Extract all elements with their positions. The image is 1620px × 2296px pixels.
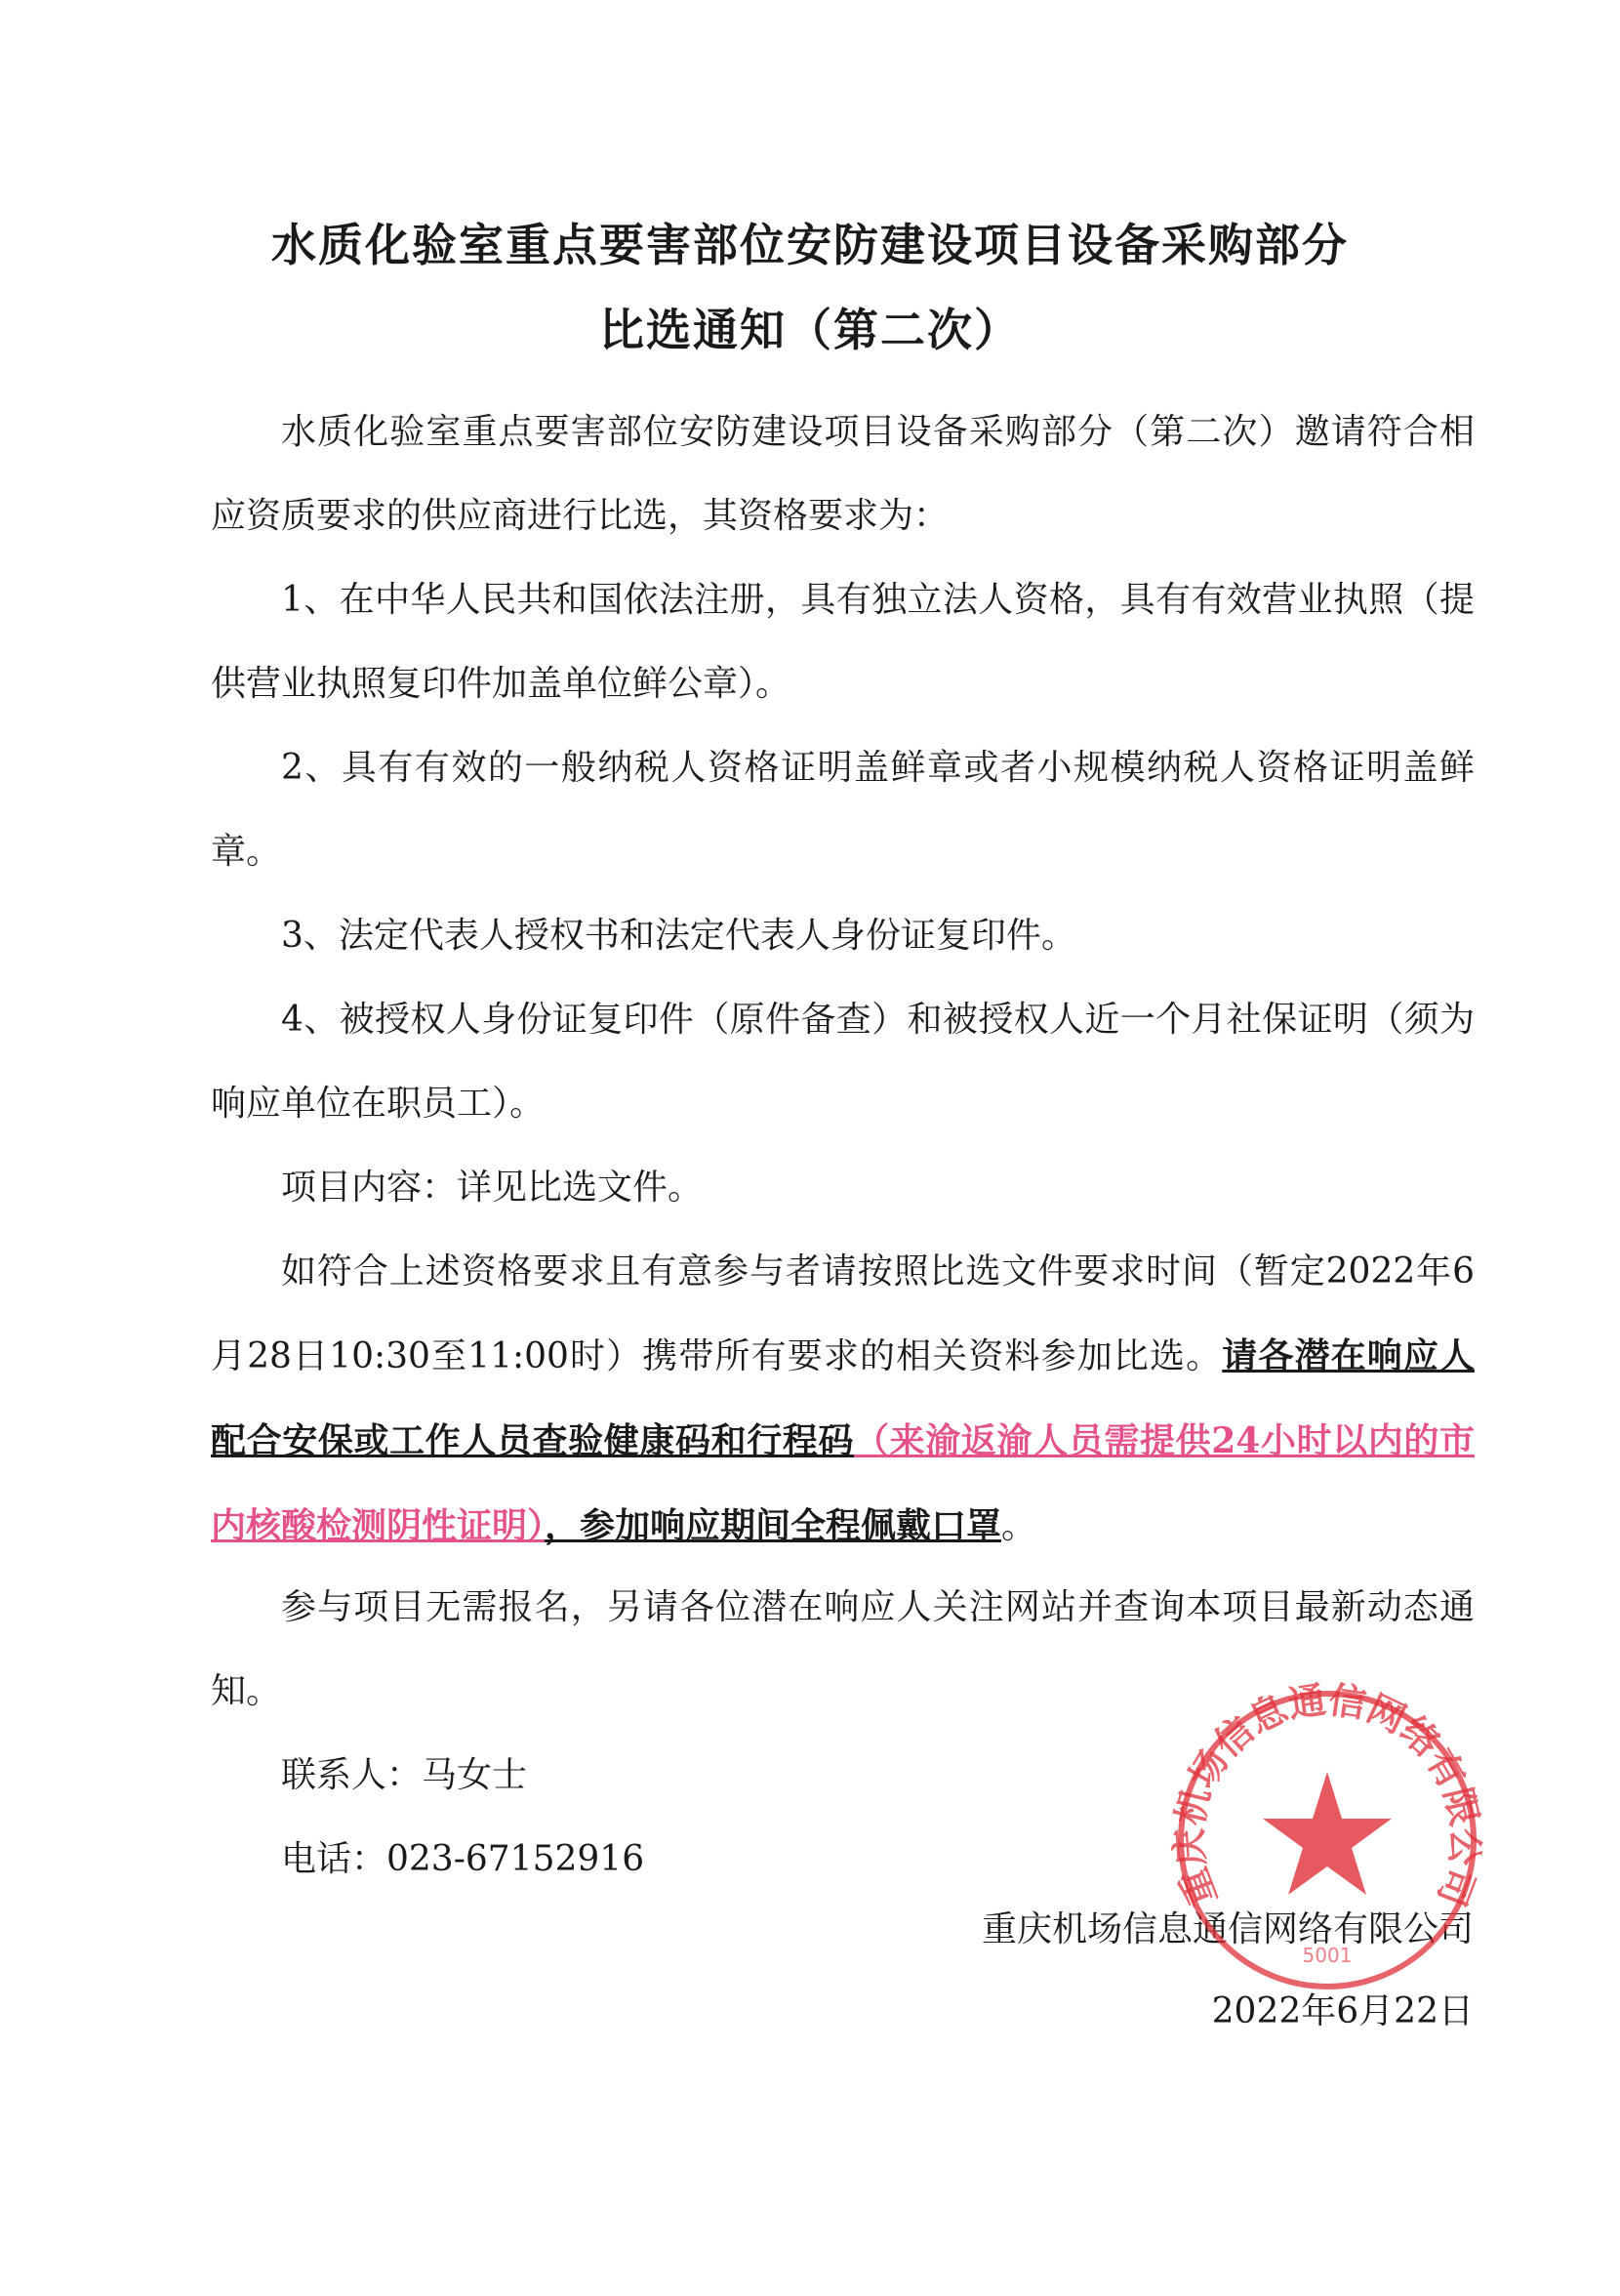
seal-text: 重庆机场信息通信网络有限公司 bbox=[1166, 1679, 1488, 1912]
requirement-4: 4、被授权人身份证复印件（原件备查）和被授权人近一个月社保证明（须为响应单位在职员工）。 bbox=[211, 1000, 1475, 1124]
attendance-normal-text: 如符合上述资格要求且有意参与者请按照比选文件要求时间（暂定2022年6月28日10:30至11:00时）携带所有要求的相关资料参加比选。 bbox=[211, 1251, 1475, 1376]
requirement-1: 1、在中华人民共和国依法注册，具有独立法人资格，具有有效营业执照（提供营业执照复印件加盖单位鲜公章）。 bbox=[211, 580, 1475, 704]
requirement-2: 2、具有有效的一般纳税人资格证明盖鲜章或者小规模纳税人资格证明盖鲜章。 bbox=[211, 748, 1475, 872]
seal-number: 5001 bbox=[1302, 1944, 1353, 1967]
contact-person: 联系人：马女士 bbox=[281, 1755, 528, 1795]
company-seal-icon bbox=[1166, 1679, 1488, 2001]
attendance-mask-notice: ，参加响应期间全程佩戴口罩 bbox=[545, 1505, 1002, 1546]
attendance-nucleic-test-notice: （来渝返渝人员需提供24小时以内的市内核酸检测阴性证明） bbox=[211, 1420, 1475, 1546]
attendance-end: 。 bbox=[1001, 1506, 1037, 1546]
attendance-health-code-notice: 请各潜在响应人配合安保或工作人员查验健康码和行程码 bbox=[211, 1335, 1475, 1461]
attendance-paragraph bbox=[211, 1230, 1475, 1569]
contact-phone: 电话：023-67152916 bbox=[281, 1839, 645, 1879]
intro-paragraph: 水质化验室重点要害部位安防建设项目设备采购部分（第二次）邀请符合相应资质要求的供应商进行比选，其资格要求为： bbox=[211, 412, 1475, 536]
no-registration-paragraph: 参与项目无需报名，另请各位潜在响应人关注网站并查询本项目最新动态通知。 bbox=[211, 1587, 1475, 1711]
signature-date: 2022年6月22日 bbox=[1211, 1991, 1474, 2031]
project-content: 项目内容：详见比选文件。 bbox=[281, 1168, 704, 1208]
document-title-line1: 水质化验室重点要害部位安防建设项目设备采购部分 bbox=[271, 219, 1349, 271]
document-title-line2: 比选通知（第二次） bbox=[599, 304, 1021, 356]
signature-company: 重庆机场信息通信网络有限公司 bbox=[981, 1909, 1474, 1949]
requirement-3: 3、法定代表人授权书和法定代表人身份证复印件。 bbox=[281, 916, 1076, 956]
